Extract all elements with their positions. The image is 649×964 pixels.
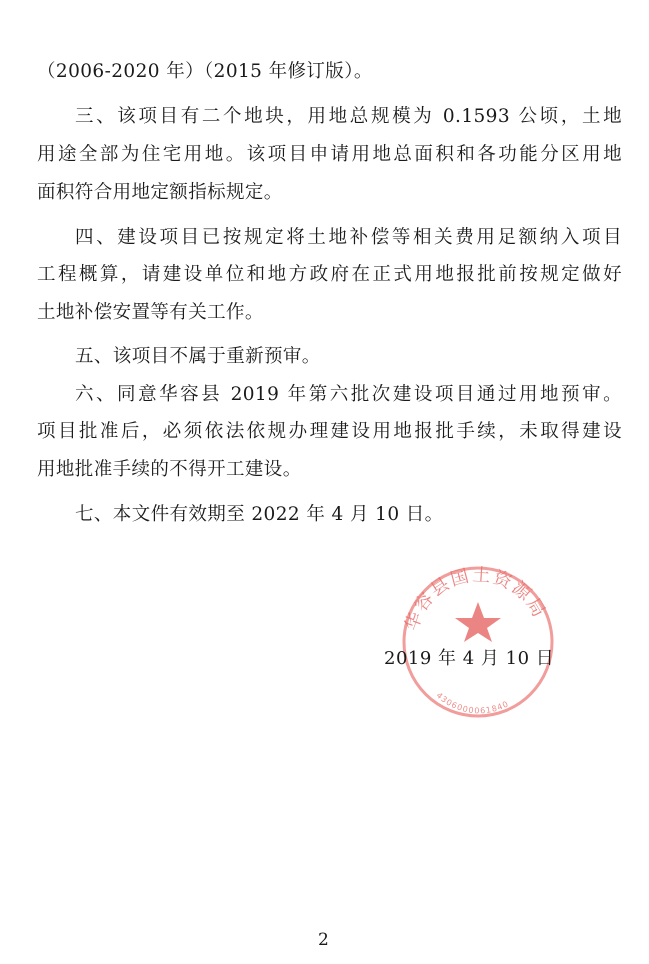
paragraph-3-line: 用途全部为住宅用地。该项目申请用地总面积和各功能分区用地 — [37, 144, 622, 165]
paragraph-5-line: 五、该项目不属于重新预审。 — [75, 346, 321, 367]
paragraph-4-line: 工程概算，请建设单位和地方政府在正式用地报批前按规定做好 — [37, 264, 622, 285]
paragraph-6-line: 项目批准后，必须依法依规办理建设用地报批手续，未取得建设 — [37, 421, 622, 442]
paragraph-4-line: 四、建设项目已按规定将土地补偿等相关费用足额纳入项目 — [75, 227, 622, 248]
paragraph-6-line: 用地批准手续的不得开工建设。 — [37, 459, 302, 480]
paragraph-line: （2006-2020 年）（2015 年修订版）。 — [37, 61, 373, 82]
svg-text:华容县国土资源局: 华容县国土资源局 — [401, 564, 551, 634]
paragraph-3-line: 面积符合用地定额指标规定。 — [37, 182, 283, 203]
paragraph-6-line: 六、同意华容县 2019 年第六批次建设项目通过用地预审。 — [75, 384, 622, 405]
paragraph-3-line: 三、该项目有二个地块，用地总规模为 0.1593 公顷，土地 — [75, 106, 622, 127]
signature-date: 2019 年 4 月 10 日 — [384, 648, 555, 669]
paragraph-7-line: 七、本文件有效期至 2022 年 4 月 10 日。 — [75, 504, 444, 525]
page-number: 2 — [318, 930, 329, 950]
paragraph-4-line: 土地补偿安置等有关工作。 — [37, 302, 264, 323]
svg-text:4306000061840: 4306000061840 — [434, 690, 511, 716]
official-seal-stamp — [398, 562, 558, 722]
